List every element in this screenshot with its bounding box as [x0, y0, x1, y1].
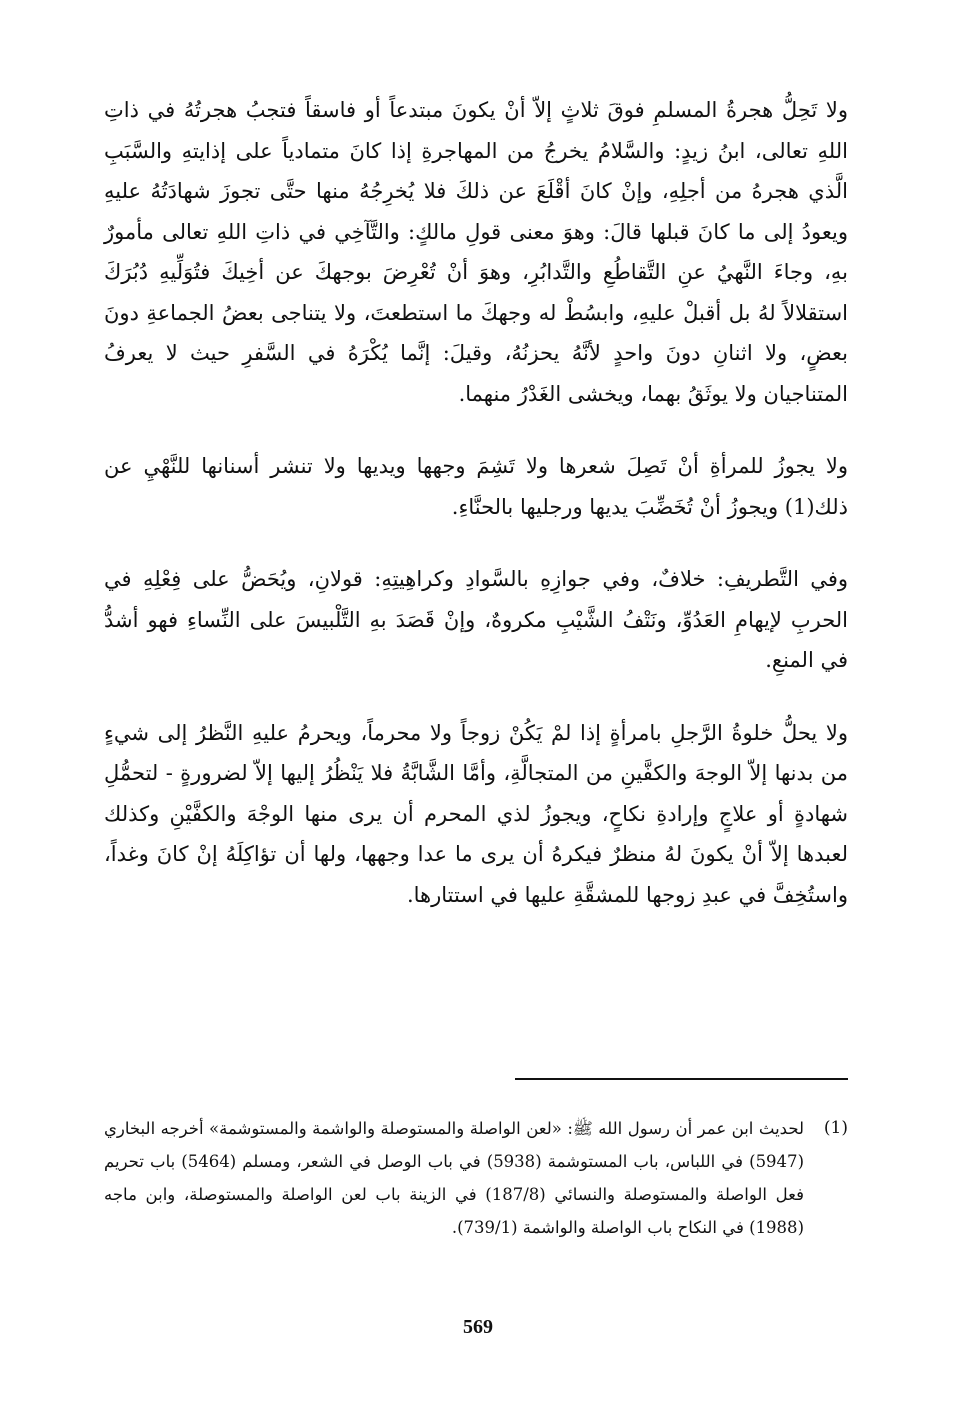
main-text — [104, 90, 848, 915]
paragraph-hair-extension: ولا يجوزُ للمرأةِ أنْ تَصِلَ شعرها ولا تَشِمَ وجهها ويديها ولا تنشر أسنانها للنَّهْيِ عن ذلك(1) ويجوزُ أنْ تُخَضِّبَ يديها ورجليها بالحنَّاءِ. — [104, 454, 848, 519]
paragraph-tatrif: وفي التَّطريفِ: خلافٌ، وفي جوازِهِ بالسَّوادِ وكراهِيتِهِ: قولانِ، ويُحَضُّ على فِعْلِهِ في الحربِ لإيهامِ العَدُوِّ، ونَتْفُ الشَّيْبِ مكروهٌ، وإنْ قَصَدَ بهِ التَّلْبيسَ على النِّساءِ فهو أشدُّ في المنعِ. — [104, 567, 848, 672]
paragraph-seclusion: ولا يحلُّ خلوةُ الرَّجلِ بامرأةٍ إذا لمْ يَكُنْ زوجاً ولا محرماً، ويحرمُ عليهِ النَّظرُ إلى شيءٍ من بدنها إلاّ الوجهَ والكفَّينِ من المتجالَّةِ، وأمَّا الشَّابَّةُ فلا يَنْظُرُ إليها إلاّ لضرورةٍ - لتحمُّلِ شهادةٍ أو علاجٍ وإرادةِ نكاحٍ، ويجوزُ لذي المحرم أن يرى منها الوجْهَ والكفَّيْنِ وكذلك لعبدها إلاّ أنْ يكونَ لهُ منظرٌ فيكرهُ أن يرى ما عدا وجهها، ولها أن تؤاكِلَهُ إنْ كانَ وغداً، واستُخِفَّ في عبدِ زوجها للمشقَّةِ عليها في استتارها. — [104, 720, 848, 907]
footnote-divider — [515, 1078, 848, 1080]
footnote-number: (1) — [823, 1118, 848, 1138]
paragraph-hijra: ولا تَحِلُّ هجرةُ المسلمِ فوقَ ثلاثٍ إلاّ أنْ يكونَ مبتدعاً أو فاسقاً فتجبُ هجرتُهُ في ذاتِ اللهِ تعالى، ابنُ زيدٍ: والسَّلامُ يخرجُ من المهاجرةِ إذا كانَ متمادياً على إذايتهِ والسَّبَبِ الَّذي هجرهُ من أجلِهِ، وإنْ كانَ أقْلَعَ عن ذلكَ فلا يُخرِجُهُ منها حتَّى تجوزَ شهادَتُهُ عليهِ ويعودُ إلى ما كانَ قبلها قالَ: وهوَ معنى قولِ مالكٍ: والتَّآخِي في ذاتِ اللهِ تعالى مأمورٌ بهِ، وجاءَ النَّهيُ عنِ التَّقاطُعِ والتَّدابُرِ، وهوَ أنْ تُعْرِضَ بوجهكَ عن أخِيكَ فتُوَلِّيهِ دُبُرَكَ استقلالاً لهُ بل أقبلْ عليهِ، وابسُطْ له وجهكَ ما استطعتَ، ولا يتناجى بعضُ الجماعةِ دونَ بعضٍ، ولا اثنانِ دونَ واحدٍ لأنَّهُ يحزنُهُ، وقيلَ: إنَّما يُكْرَهُ في السَّفرِ حيث لا يعرفُ المتناجيان ولا يوثَقُ بهما، ويخشى الغَدْرُ منهما. — [104, 98, 848, 406]
page-number: 569 — [463, 1316, 493, 1338]
footnote-text: لحديث ابن عمر أن رسول الله ﷺ: «لعن الواصلة والمستوصلة والواشمة والمستوشمة» أخرجه البخاري (5947) في اللباس، باب المستوشمة (5938) في باب الوصل في الشعر، ومسلم (5464) باب تحريم فعل الواصلة والمستوصلة والنسائي (187/8) في الزينة باب لعن الواصلة والمستوصلة، وابن ماجه (1988) في النكاح باب الواصلة والواشمة (739/1). — [104, 1119, 805, 1237]
footnote — [104, 1112, 848, 1244]
